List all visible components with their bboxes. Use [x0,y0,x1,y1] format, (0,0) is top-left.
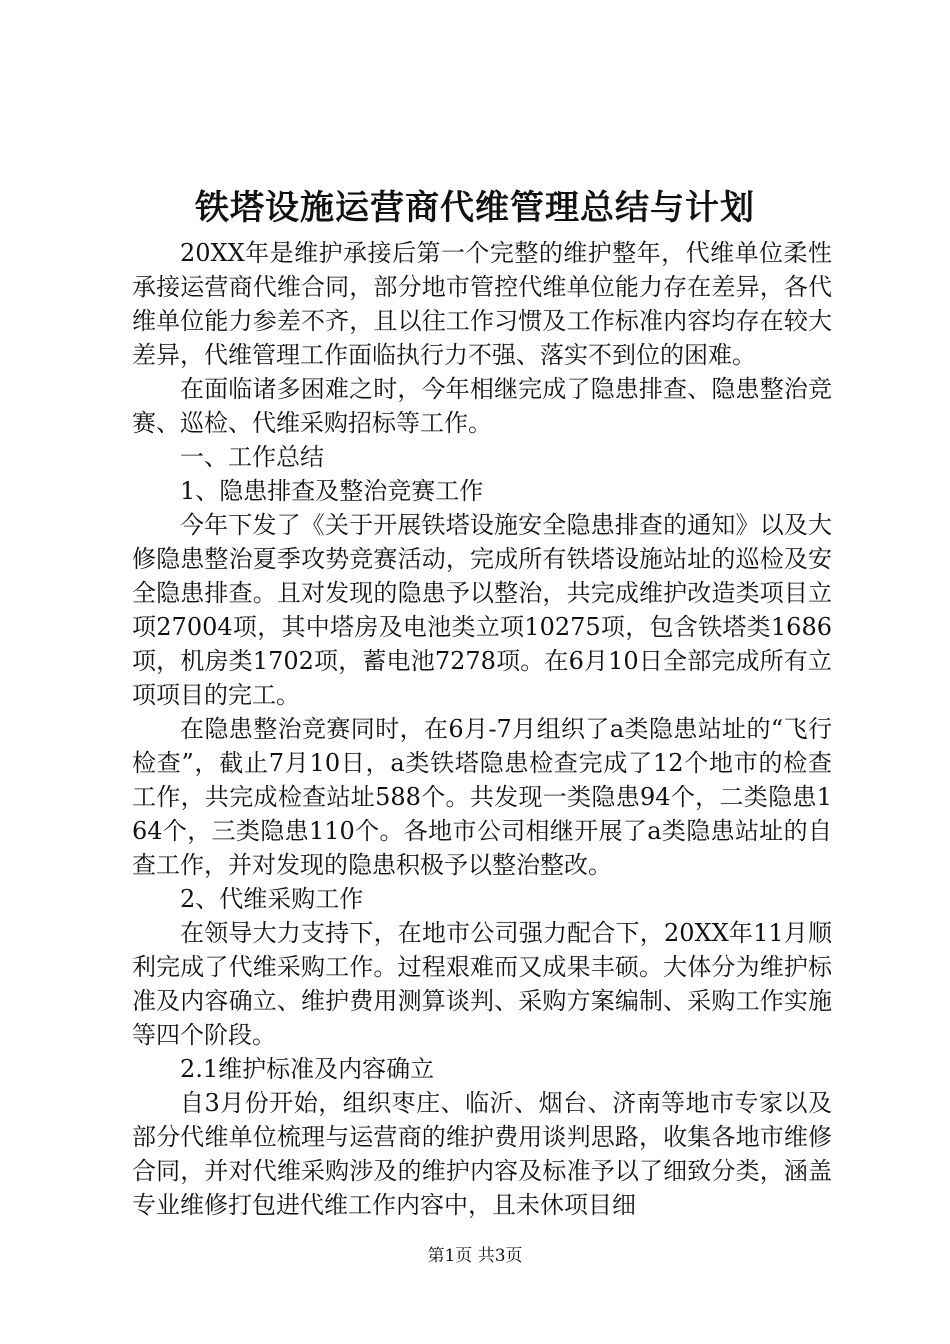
subsection-heading: 2、代维采购工作 [180,885,364,913]
paragraph: 自3月份开始，组织枣庄、临沂、烟台、济南等地市专家以及部分代维单位梳理与运营商的维护费用谈判思路，收集各地市维修合同，并对代维采购涉及的维护内容及标准予以了细致分类，涵盖专业维修打包进代维工作内容中，且未休项目细 [132,1089,832,1219]
document-body [132,236,832,1222]
paragraph: 20XX年是维护承接后第一个完整的维护整年，代维单位柔性承接运营商代维合同，部分地市管控代维单位能力存在差异，各代维单位能力参差不齐，且以往工作习惯及工作标准内容均存在较大差异，代维管理工作面临执行力不强、落实不到位的困难。 [132,239,832,369]
paragraph: 在面临诸多困难之时，今年相继完成了隐患排查、隐患整治竞赛、巡检、代维采购招标等工作。 [132,375,832,437]
section-heading: 一、工作总结 [180,443,324,471]
subsection-heading: 2.1维护标准及内容确立 [180,1055,435,1083]
paragraph: 今年下发了《关于开展铁塔设施安全隐患排查的通知》以及大修隐患整治夏季攻势竞赛活动，完成所有铁塔设施站址的巡检及安全隐患排查。且对发现的隐患予以整治，共完成维护改造类项目立项27004项，其中塔房及电池类立项10275项，包含铁塔类1686项，机房类1702项，蓄电池7278项。在6月10日全部完成所有立项项目的完工。 [132,511,832,709]
subsection-heading: 1、隐患排查及整治竞赛工作 [180,477,484,505]
paragraph: 在隐患整治竞赛同时，在6月-7月组织了a类隐患站址的“飞行检查”，截止7月10日，a类铁塔隐患检查完成了12个地市的检查工作，共完成检查站址588个。共发现一类隐患94个，二类隐患164个，三类隐患110个。各地市公司相继开展了a类隐患站址的自查工作，并对发现的隐患积极予以整治整改。 [132,715,832,879]
page-number-footer: 第1页 共3页 [427,1246,523,1266]
paragraph: 在领导大力支持下，在地市公司强力配合下，20XX年11月顺利完成了代维采购工作。过程艰难而又成果丰硕。大体分为维护标准及内容确立、维护费用测算谈判、采购方案编制、采购工作实施等四个阶段。 [132,919,832,1049]
document-title: 铁塔设施运营商代维管理总结与计划 [195,188,755,228]
